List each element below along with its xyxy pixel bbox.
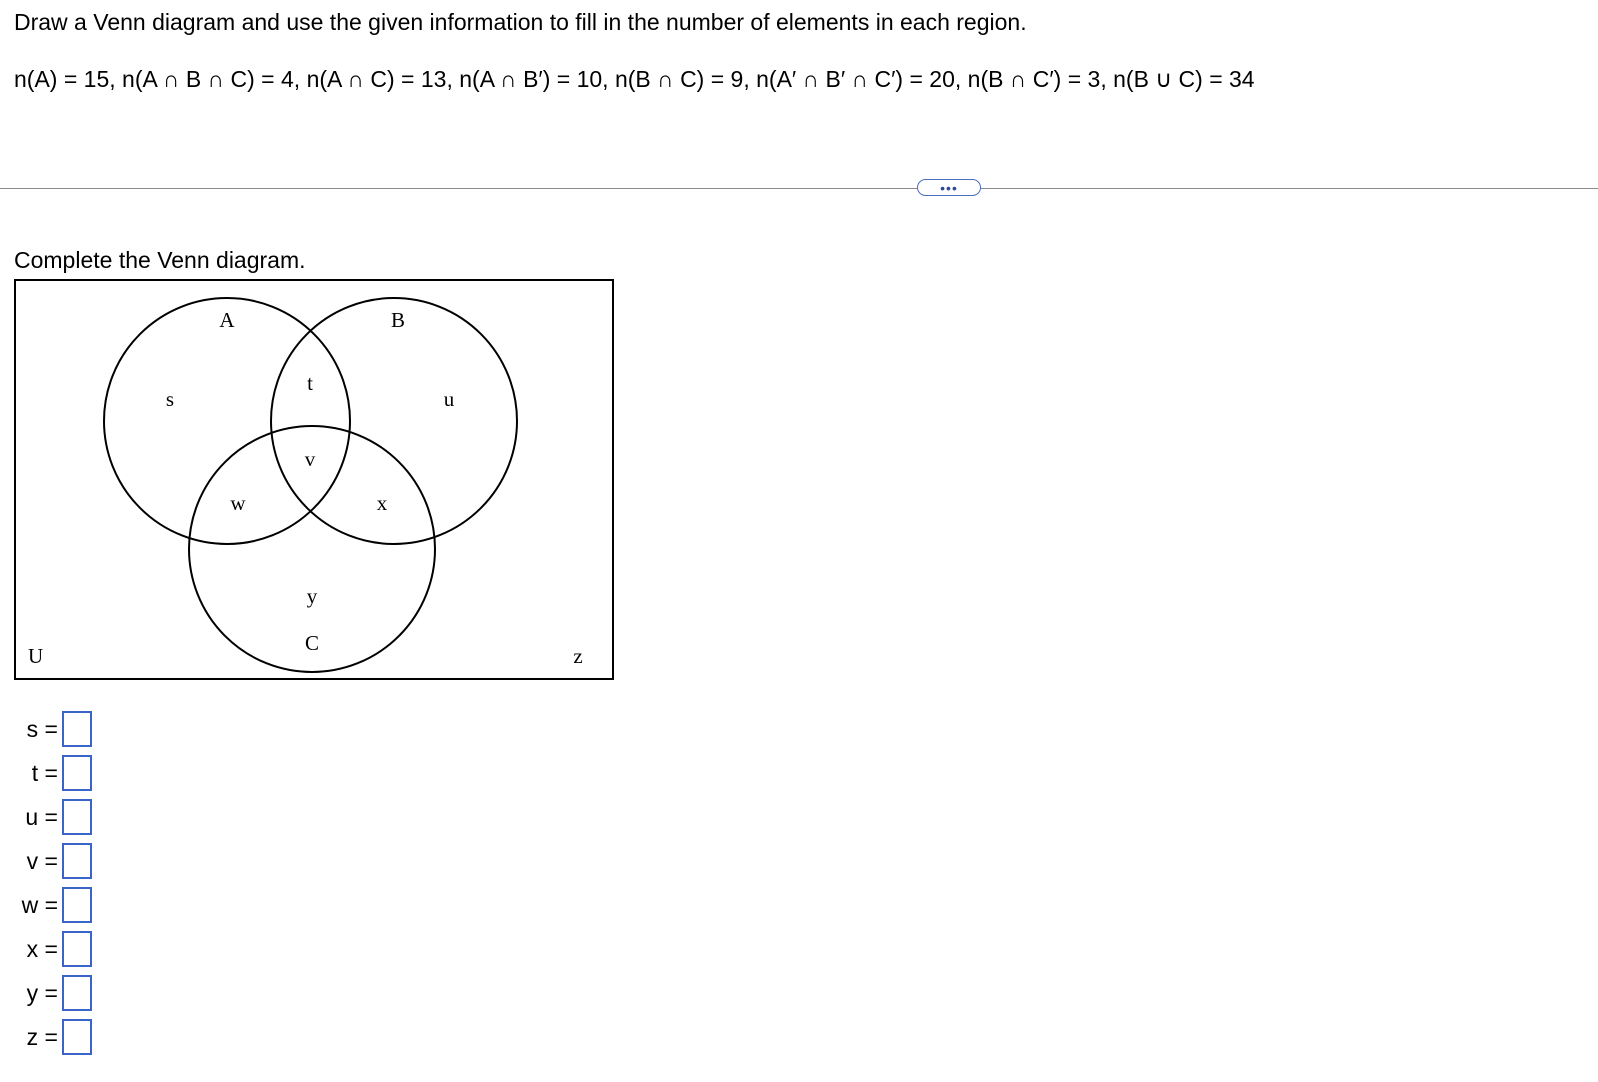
circle-b [271,298,517,544]
instruction-text: Complete the Venn diagram. [14,247,306,273]
answer-row-v [0,842,92,880]
answer-row-u [0,798,92,836]
answer-input-s[interactable] [62,711,92,747]
section-divider [0,188,1598,189]
venn-diagram [16,281,616,682]
answer-input-x[interactable] [62,931,92,967]
answer-input-v[interactable] [62,843,92,879]
answer-label-s: s = [26,715,58,742]
answer-row-w [0,886,92,924]
answer-label-t: t = [31,759,58,786]
answer-input-w[interactable] [62,887,92,923]
region-y: y [306,584,318,608]
answer-label-w: w = [21,891,58,918]
region-v: v [304,447,316,471]
venn-diagram-universe [14,279,614,680]
label-c: C [304,631,320,655]
label-b: B [390,308,406,332]
region-x: x [376,491,388,515]
given-information: n(A) = 15, n(A ∩ B ∩ C) = 4, n(A ∩ C) = 13, n(A ∩ B′) = 10, n(B ∩ C) = 9, n(A′ ∩ B′ ∩ C′) = 20, n(B ∩ C′) = 3, n(B ∪ C) = 34 [14,66,1255,92]
circle-a [104,298,350,544]
answer-row-t [0,754,92,792]
answer-label-u: u = [25,803,58,830]
label-u: U [28,644,44,668]
region-s: s [165,387,175,411]
label-a: A [219,308,235,332]
region-t: t [307,371,313,395]
more-button[interactable]: ••• [917,179,981,196]
answer-row-y [0,974,92,1012]
answer-label-x: x = [26,935,58,962]
answer-input-z[interactable] [62,1019,92,1055]
answer-input-t[interactable] [62,755,92,791]
region-z: z [573,644,583,668]
answer-label-z: z = [26,1023,58,1050]
answer-label-v: v = [26,847,58,874]
answer-label-y: y = [26,979,58,1006]
question-prompt: Draw a Venn diagram and use the given information to fill in the number of elements in each region. [14,9,1027,35]
answer-row-x [0,930,92,968]
answer-input-u[interactable] [62,799,92,835]
region-u: u [443,387,455,411]
answer-input-y[interactable] [62,975,92,1011]
answer-row-s [0,710,92,748]
answer-row-z [0,1018,92,1056]
region-w: w [230,491,246,515]
